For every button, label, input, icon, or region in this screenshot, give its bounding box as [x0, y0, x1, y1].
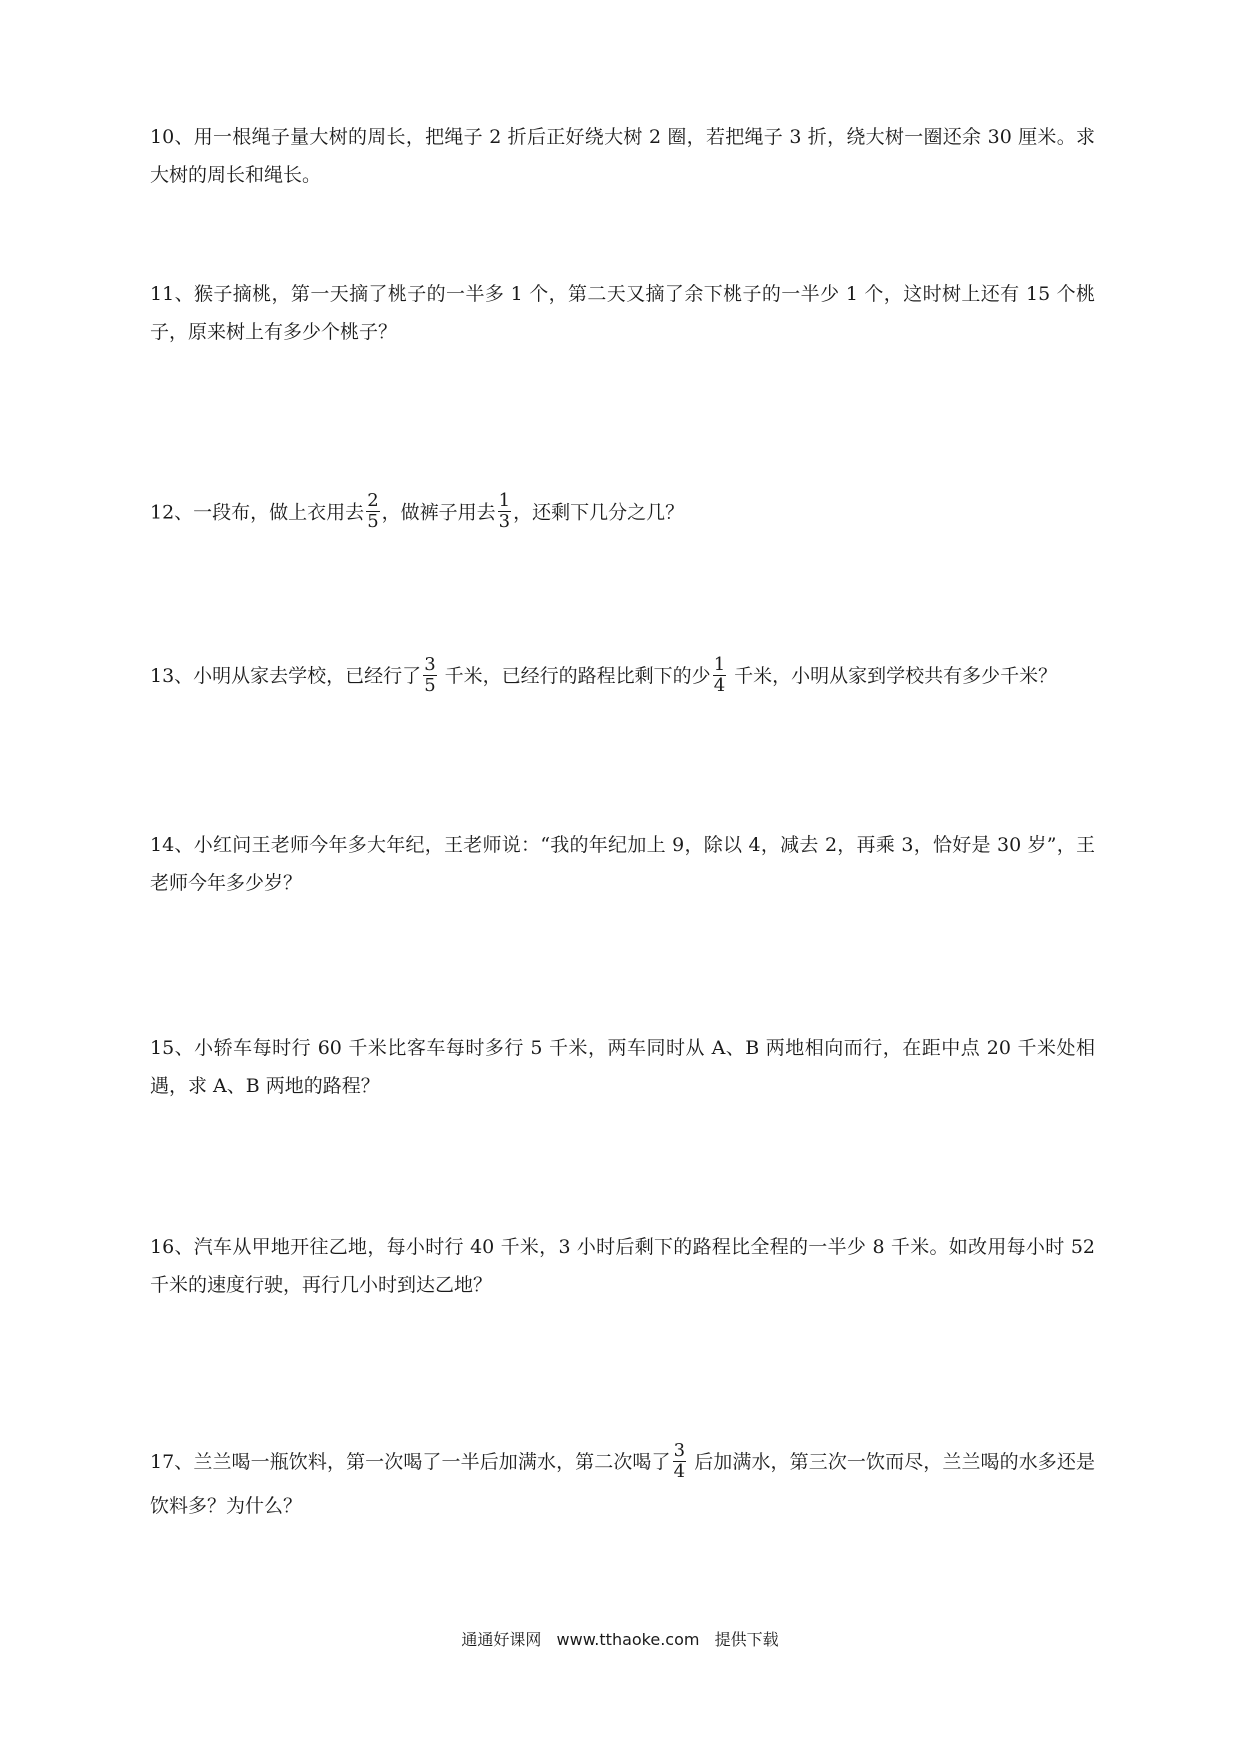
problem-13-text-2: 千米，已经行的路程比剩下的少 [438, 665, 711, 687]
fraction-denominator: 4 [673, 1460, 686, 1482]
problem-12-text-2: ，做裤子用去 [381, 501, 496, 524]
problem-15-text: 15、小轿车每时行 60 千米比客车每时多行 5 千米，两车同时从 A、B 两地相向而行，在距中点 20 千米处相遇，求 A、B 两地的路程？ [150, 1037, 1095, 1097]
problem-13-text-1: 13、小明从家去学校，已经行了 [150, 665, 422, 687]
problem-13 [150, 650, 1095, 702]
fraction-numerator: 3 [424, 653, 436, 675]
fraction-three-fifths [423, 655, 436, 696]
problem-17 [150, 1440, 1095, 1528]
problem-12-text-3: ，还剩下几分之几？ [513, 501, 685, 524]
fraction-one-quarter [713, 655, 726, 696]
footer-suffix: 提供下载 [714, 1630, 779, 1649]
problem-11-text: 11、猴子摘桃，第一天摘了桃子的一半多 1 个，第二天又摘了余下桃子的一半少 1 个，这时树上还有 15 个桃子，原来树上有多少个桃子？ [150, 283, 1095, 343]
problem-16 [150, 1228, 1095, 1304]
fraction-denominator: 4 [713, 674, 726, 696]
problem-12 [150, 490, 1095, 534]
problem-17-text-2: 后加满水，第三次一饮而尽，兰兰喝的水多还是饮料多？为什么？ [150, 1451, 1095, 1517]
footer-url-link[interactable]: www.tthaoke.com [556, 1630, 700, 1649]
fraction-numerator: 1 [713, 653, 726, 675]
fraction-denominator: 3 [498, 511, 511, 532]
fraction-two-fifths [366, 491, 379, 532]
problem-12-text-1: 12、一段布，做上衣用去 [150, 501, 365, 524]
fraction-denominator: 5 [367, 511, 379, 532]
fraction-three-quarters [673, 1441, 686, 1482]
fraction-one-third [498, 491, 511, 532]
problem-14-text: 14、小红问王老师今年多大年纪，王老师说：“我的年纪加上 9，除以 4，减去 2，再乘 3，恰好是 30 岁”，王老师今年多少岁？ [150, 834, 1095, 894]
fraction-numerator: 1 [498, 490, 511, 511]
fraction-numerator: 3 [673, 1439, 686, 1461]
footer-site-name: 通通好课网 [461, 1630, 542, 1649]
problem-16-text: 16、汽车从甲地开往乙地，每小时行 40 千米，3 小时后剩下的路程比全程的一半少 8 千米。如改用每小时 52 千米的速度行驶，再行几小时到达乙地？ [150, 1236, 1095, 1296]
problem-14 [150, 826, 1095, 902]
page-footer [0, 1628, 1240, 1652]
fraction-denominator: 5 [424, 674, 436, 696]
problem-10 [150, 118, 1095, 194]
problem-17-text-1: 17、兰兰喝一瓶饮料，第一次喝了一半后加满水，第二次喝了 [150, 1451, 671, 1473]
problem-15 [150, 1029, 1095, 1105]
problem-13-text-3: 千米，小明从家到学校共有多少千米？ [728, 665, 1058, 687]
problem-10-text: 10、用一根绳子量大树的周长，把绳子 2 折后正好绕大树 2 圈，若把绳子 3 折，绕大树一圈还余 30 厘米。求大树的周长和绳长。 [150, 126, 1095, 186]
problem-11 [150, 275, 1095, 351]
fraction-numerator: 2 [367, 490, 379, 511]
